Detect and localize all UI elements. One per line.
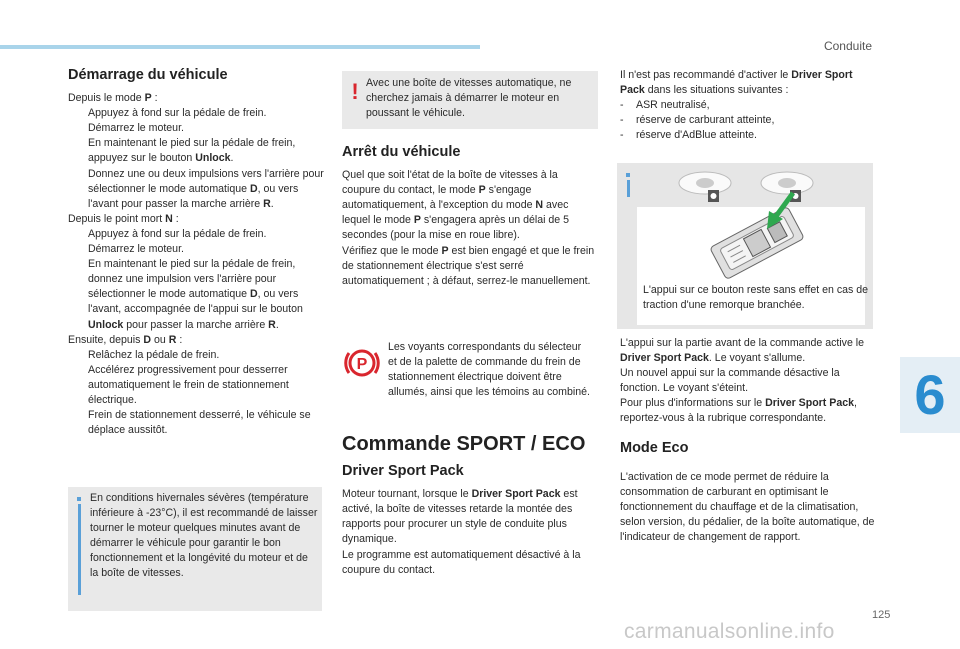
list-item: - réserve d'AdBlue atteinte. (620, 129, 757, 142)
list-item: Accélérez progressivement pour desserrer automatiquement le frein de stationnement électrique. (88, 363, 289, 406)
paragraph: Moteur tournant, lorsque le Driver Sport Pack est activé, la boîte de vitesses retarde la montée des rapports pour procurer un style de conduite plus dynamique. (342, 488, 578, 546)
steering-wheel-icon (679, 172, 731, 202)
column-dsp-press (620, 336, 875, 545)
section-label: Conduite (823, 39, 872, 53)
info-icon (76, 497, 82, 595)
paragraph: Pour plus d'informations sur le Driver Sport Pack, reportez-vous à la rubrique correspondante. (620, 397, 857, 425)
list-item: - ASR neutralisé, (620, 99, 710, 112)
warning-text: Avec une boîte de vitesses automatique, ne cherchez jamais à démarrer le moteur en poussant le véhicule. (366, 77, 572, 120)
paragraph: L'activation de ce mode permet de réduire la consommation de carburant en optimisant le fonctionnement du chauffage et de la climatisation, selon version, du pédalier, de la boîte automatique, de l'indicateur de changement de rapport. (620, 470, 875, 544)
lamps-text: Les voyants correspondants du sélecteur et de la palette de commande du frein de stationnement électrique doivent être allumés, ainsi que les témoins au combiné. (388, 341, 590, 399)
chapter-tab: 6 (900, 357, 960, 433)
warning-box (342, 71, 598, 129)
info-box-winter (68, 487, 322, 611)
list-item: Démarrez le moteur. (88, 122, 184, 135)
list-item: Appuyez à fond sur la pédale de frein. (88, 107, 267, 120)
watermark: carmanualsonline.info (624, 620, 835, 643)
column-stop (342, 145, 598, 289)
column-dsp-info (620, 68, 875, 143)
paragraph: Vérifiez que le mode P est bien engagé et que le frein de stationnement électrique s'est serré automatiquement ; à défaut, serrez-le manuellement. (342, 244, 595, 287)
list-item: Relâchez la pédale de frein. (88, 348, 220, 361)
paragraph: L'appui sur la partie avant de la commande active le Driver Sport Pack. Le voyant s'allume. (620, 337, 865, 365)
paragraph: Depuis le mode P : (68, 92, 158, 105)
header-accent-bar (0, 45, 480, 49)
paragraph: Quel que soit l'état de la boîte de vitesses à la coupure du contact, le mode P s'engage automatiquement, à l'exception du mode N avec lequel le mode P s'engagera après un délai de 5 secondes (pour la mise en roue libre). (342, 169, 570, 242)
list-item: Frein de stationnement desserré, le véhicule se déplace aussitôt. (88, 409, 311, 437)
list-item: Démarrez le moteur. (88, 243, 184, 256)
paragraph: Il n'est pas recommandé d'activer le Driver Sport Pack dans les situations suivantes : (620, 69, 853, 97)
dsp-button-diagram (617, 163, 873, 329)
parking-brake-icon (343, 344, 381, 382)
list-item: Appuyez à fond sur la pédale de frein. (88, 227, 267, 240)
column-sport (342, 433, 598, 578)
section-title-stop: Arrêt du véhicule (342, 144, 461, 160)
info-text: En conditions hivernales sévères (température inférieure à -23°C), il est recommandé de laisser tourner le moteur quelques minutes avant de démarrer le véhicule pour garantir le bon fonctionnement et la longévité du moteur et de la boîte de vitesses. (90, 492, 318, 580)
list-item: - réserve de carburant atteinte, (620, 114, 775, 127)
paragraph: Depuis le point mort N : (68, 212, 179, 225)
list-item: En maintenant le pied sur la pédale de frein, donnez une impulsion vers l'arrière pour sélectionner le mode automatique D, ou vers l'avant, accompagnée de l'appui sur le bouton Unlock pour passer la marche arrière R. (88, 258, 303, 331)
warning-icon: ! (351, 79, 359, 104)
column-start (68, 68, 328, 438)
diagram-caption: L'appui sur ce bouton reste sans effet en cas de traction d'une remorque branchée. (643, 284, 869, 312)
svg-text:P: P (356, 356, 368, 373)
list-item: Donnez une ou deux impulsions vers l'arrière pour sélectionner le mode automatique D, ou vers l'avant pour passer la marche arrière R. (88, 167, 324, 210)
list-item: En maintenant le pied sur la pédale de frein, appuyez sur le bouton Unlock. (88, 137, 296, 165)
paragraph: Un nouvel appui sur la commande désactive la fonction. Le voyant s'éteint. (620, 367, 840, 395)
paragraph: Le programme est automatiquement désactivé à la coupure du contact. (342, 548, 581, 576)
page-number: 125 (872, 609, 891, 621)
section-title-start: Démarrage du véhicule (68, 67, 228, 83)
paragraph: Ensuite, depuis D ou R : (68, 333, 183, 346)
subsection-title-eco: Mode Eco (620, 439, 689, 456)
section-title-sport-eco: Commande SPORT / ECO (342, 433, 586, 455)
subsection-title-dsp: Driver Sport Pack (342, 463, 464, 480)
